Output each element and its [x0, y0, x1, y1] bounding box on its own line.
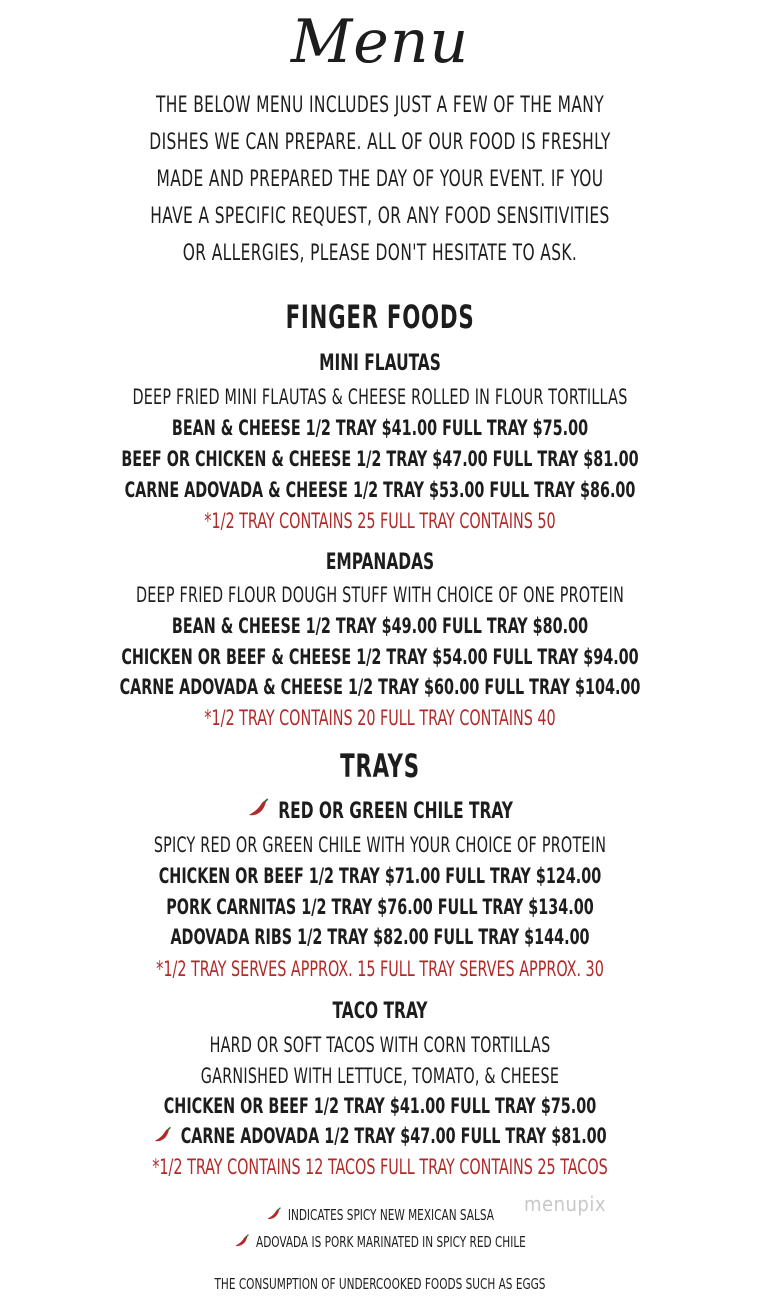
note-chile-tray: *1/2 TRAY SERVES APPROX. 15 FULL TRAY SERVES APPROX. 30 — [156, 957, 604, 981]
price-line-empanadas-1: BEAN & CHEESE 1/2 TRAY $49.00 FULL TRAY $80.00 — [171, 614, 589, 638]
price-line-mini-flautas-1: BEAN & CHEESE 1/2 TRAY $41.00 FULL TRAY $75.00 — [171, 416, 589, 440]
footnote-adovada — [84, 1230, 677, 1255]
chile-tray-name-text: RED OR GREEN CHILE TRAY — [278, 799, 513, 824]
menu-title: Menu — [290, 7, 470, 77]
item-description-taco-tray-2: GARNISHED WITH LETTUCE, TOMATO, & CHEESE — [200, 1064, 560, 1088]
price-line-empanadas-2: CHICKEN OR BEEF & CHEESE 1/2 TRAY $54.00 FULL TRAY $94.00 — [121, 645, 639, 669]
price-line-chile-tray-1: CHICKEN OR BEEF 1/2 TRAY $71.00 FULL TRAY $124.00 — [158, 864, 602, 888]
price-line-taco-tray-2 — [91, 1121, 669, 1152]
price-line-taco-tray-1: CHICKEN OR BEEF 1/2 TRAY $41.00 FULL TRAY $75.00 — [163, 1094, 597, 1118]
intro-line-1: THE BELOW MENU INCLUDES JUST A FEW OF THE MANY — [155, 93, 605, 118]
item-name-chile-tray — [84, 797, 677, 827]
section-heading-finger-foods: FINGER FOODS — [285, 298, 475, 336]
item-description-taco-tray-1: HARD OR SOFT TACOS WITH CORN TORTILLAS — [209, 1033, 551, 1057]
note-taco-tray: *1/2 TRAY CONTAINS 12 TACOS FULL TRAY CONTAINS 25 TACOS — [152, 1155, 608, 1179]
footnote-undercooked: THE CONSUMPTION OF UNDERCOOKED FOODS SUCH AS EGGS — [214, 1275, 546, 1293]
footnote-adovada-text: ADOVADA IS PORK MARINATED IN SPICY RED CHILE — [256, 1233, 526, 1251]
chile-pepper-icon — [234, 1231, 250, 1255]
item-name-taco-tray: TACO TRAY — [332, 999, 428, 1024]
price-line-chile-tray-2: PORK CARNITAS 1/2 TRAY $76.00 FULL TRAY $134.00 — [166, 895, 594, 919]
price-line-mini-flautas-2: BEEF OR CHICKEN & CHEESE 1/2 TRAY $47.00 FULL TRAY $81.00 — [121, 447, 639, 471]
note-empanadas: *1/2 TRAY CONTAINS 20 FULL TRAY CONTAINS 40 — [204, 706, 556, 730]
intro-line-2: DISHES WE CAN PREPARE. ALL OF OUR FOOD IS FRESHLY — [149, 130, 611, 155]
intro-line-5: OR ALLERGIES, PLEASE DON'T HESITATE TO ASK. — [182, 241, 578, 266]
footnote-spicy-salsa-text: INDICATES SPICY NEW MEXICAN SALSA — [287, 1206, 494, 1224]
carne-adovada-price-text: CARNE ADOVADA 1/2 TRAY $47.00 FULL TRAY $81.00 — [180, 1124, 607, 1148]
note-mini-flautas: *1/2 TRAY CONTAINS 25 FULL TRAY CONTAINS 50 — [204, 509, 556, 533]
intro-line-4: HAVE A SPECIFIC REQUEST, OR ANY FOOD SENSITIVITIES — [150, 204, 610, 229]
price-line-empanadas-3: CARNE ADOVADA & CHEESE 1/2 TRAY $60.00 FULL TRAY $104.00 — [119, 675, 641, 699]
price-line-mini-flautas-3: CARNE ADOVADA & CHEESE 1/2 TRAY $53.00 FULL TRAY $86.00 — [124, 478, 636, 502]
chile-pepper-icon — [153, 1122, 171, 1152]
price-line-chile-tray-3: ADOVADA RIBS 1/2 TRAY $82.00 FULL TRAY $144.00 — [170, 925, 590, 949]
watermark: menupix — [524, 1192, 606, 1216]
chile-pepper-icon — [266, 1204, 282, 1228]
item-description-chile-tray: SPICY RED OR GREEN CHILE WITH YOUR CHOICE OF PROTEIN — [153, 833, 607, 857]
item-description-mini-flautas: DEEP FRIED MINI FLAUTAS & CHEESE ROLLED IN FLOUR TORTILLAS — [132, 385, 628, 409]
chile-pepper-icon — [247, 797, 269, 827]
intro-line-3: MADE AND PREPARED THE DAY OF YOUR EVENT. IF YOU — [156, 167, 604, 192]
section-heading-trays: TRAYS — [340, 747, 420, 785]
item-description-empanadas: DEEP FRIED FLOUR DOUGH STUFF WITH CHOICE OF ONE PROTEIN — [135, 583, 625, 607]
item-name-mini-flautas: MINI FLAUTAS — [319, 351, 441, 376]
item-name-empanadas: EMPANADAS — [325, 550, 435, 575]
